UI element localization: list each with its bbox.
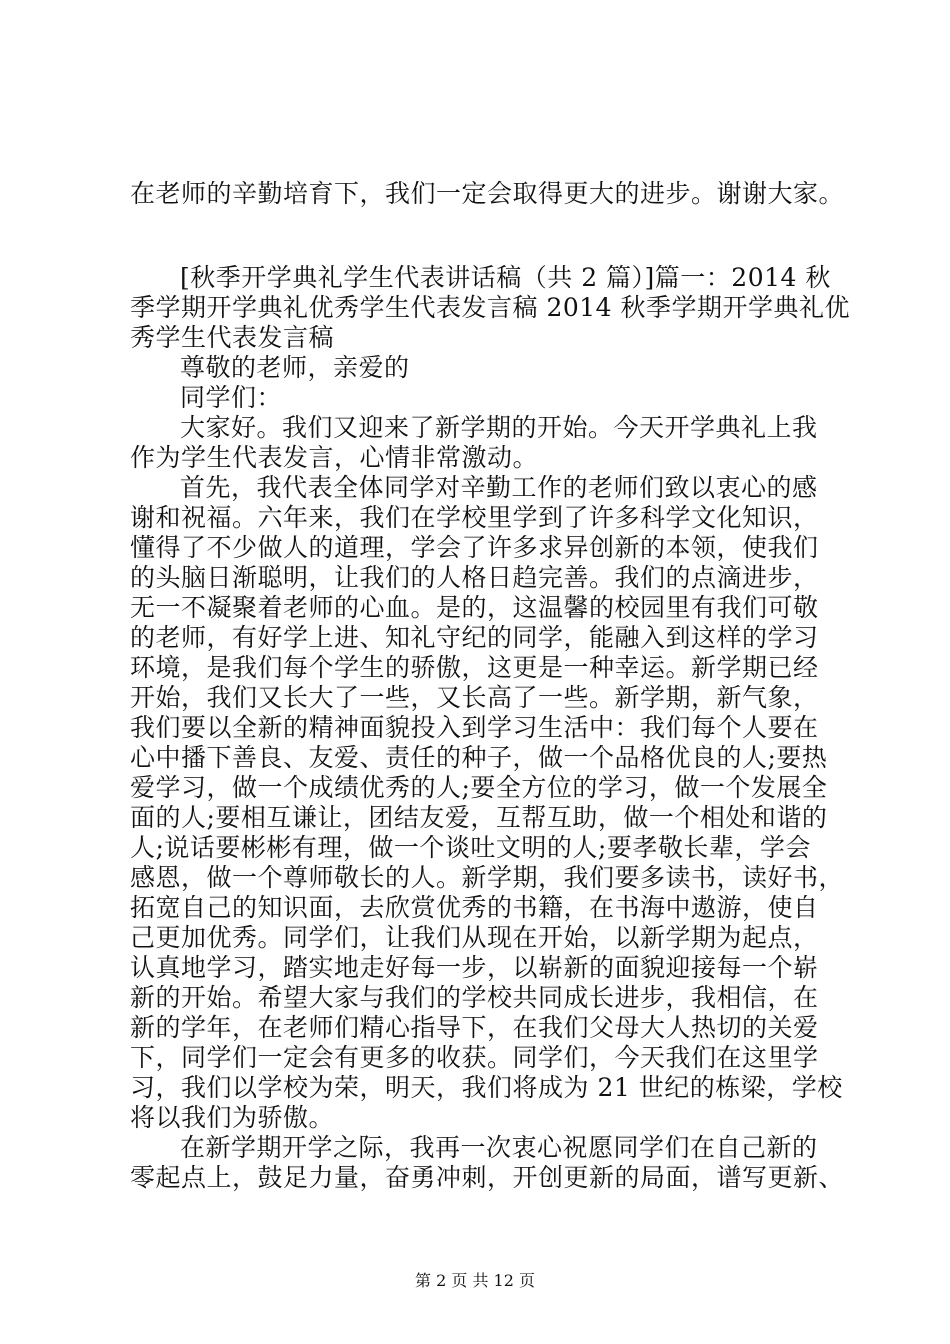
text-line: 的老师，有好学上进、知礼守纪的同学，能融入到这样的学习 (130, 623, 819, 652)
text-line: 心中播下善良、友爱、责任的种子，做一个品格优良的人;要热 (130, 743, 828, 772)
text-line: 懂得了不少做人的道理，学会了许多求异创新的本领，使我们 (130, 533, 819, 562)
text-line: 下，同学们一定会有更多的收获。同学们，今天我们在这里学 (130, 1043, 819, 1072)
text-line: 新的学年，在老师们精心指导下，在我们父母大人热切的关爱 (130, 1013, 819, 1042)
text-line: 我们要以全新的精神面貌投入到学习生活中：我们每个人要在 (130, 713, 819, 742)
section-heading-line: 季学期开学典礼优秀学生代表发言稿 2014 秋季学期开学典礼优 (130, 293, 851, 322)
text-line: 环境，是我们每个学生的骄傲，这更是一种幸运。新学期已经 (130, 653, 819, 682)
text-line: 认真地学习，踏实地走好每一步，以崭新的面貌迎接每一个崭 (130, 953, 819, 982)
text-line: 将以我们为骄傲。 (130, 1103, 335, 1132)
text-line: 谢和祝福。六年来，我们在学校里学到了许多科学文化知识， (130, 503, 819, 532)
text-line: 零起点上，鼓足力量，奋勇冲刺，开创更新的局面，谱写更新、 (130, 1163, 845, 1192)
section-heading-line: [秋季开学典礼学生代表讲话稿（共 2 篇）]篇一：2014 秋 (180, 263, 831, 292)
salutation-line: 尊敬的老师，亲爱的 (180, 353, 410, 382)
salutation-line: 同学们： (180, 383, 283, 412)
text-line: 己更加优秀。同学们，让我们从现在开始，以新学期为起点， (130, 923, 819, 952)
section-heading-line: 秀学生代表发言稿 (130, 323, 335, 352)
text-line: 首先，我代表全体同学对辛勤工作的老师们致以衷心的感 (180, 473, 818, 502)
text-line: 面的人;要相互谦让，团结友爱，互帮互助，做一个相处和谐的 (130, 803, 828, 832)
page-number-footer: 第 2 页 共 12 页 (415, 1271, 535, 1290)
text-line: 感恩，做一个尊师敬长的人。新学期，我们要多读书，读好书， (130, 863, 845, 892)
text-line: 爱学习，做一个成绩优秀的人;要全方位的学习，做一个发展全 (130, 773, 828, 802)
text-line: 习，我们以学校为荣，明天，我们将成为 21 世纪的栋梁，学校 (130, 1073, 843, 1102)
text-line: 新的开始。希望大家与我们的学校共同成长进步，我相信，在 (130, 983, 819, 1012)
text-line: 在新学期开学之际，我再一次衷心祝愿同学们在自己新的 (180, 1133, 818, 1162)
text-line: 开始，我们又长大了一些，又长高了一些。新学期，新气象， (130, 683, 819, 712)
text-line: 作为学生代表发言，心情非常激动。 (130, 443, 539, 472)
text-line: 拓宽自己的知识面，去欣赏优秀的书籍，在书海中遨游，使自 (130, 893, 819, 922)
text-line: 在老师的辛勤培育下，我们一定会取得更大的进步。谢谢大家。 (130, 179, 845, 208)
text-line: 大家好。我们又迎来了新学期的开始。今天开学典礼上我 (180, 413, 818, 442)
text-line: 人;说话要彬彬有理，做一个谈吐文明的人;要孝敬长辈，学会 (130, 833, 811, 862)
text-line: 的头脑日渐聪明，让我们的人格日趋完善。我们的点滴进步， (130, 563, 819, 592)
text-line: 无一不凝聚着老师的心血。是的，这温馨的校园里有我们可敬 (130, 593, 819, 622)
